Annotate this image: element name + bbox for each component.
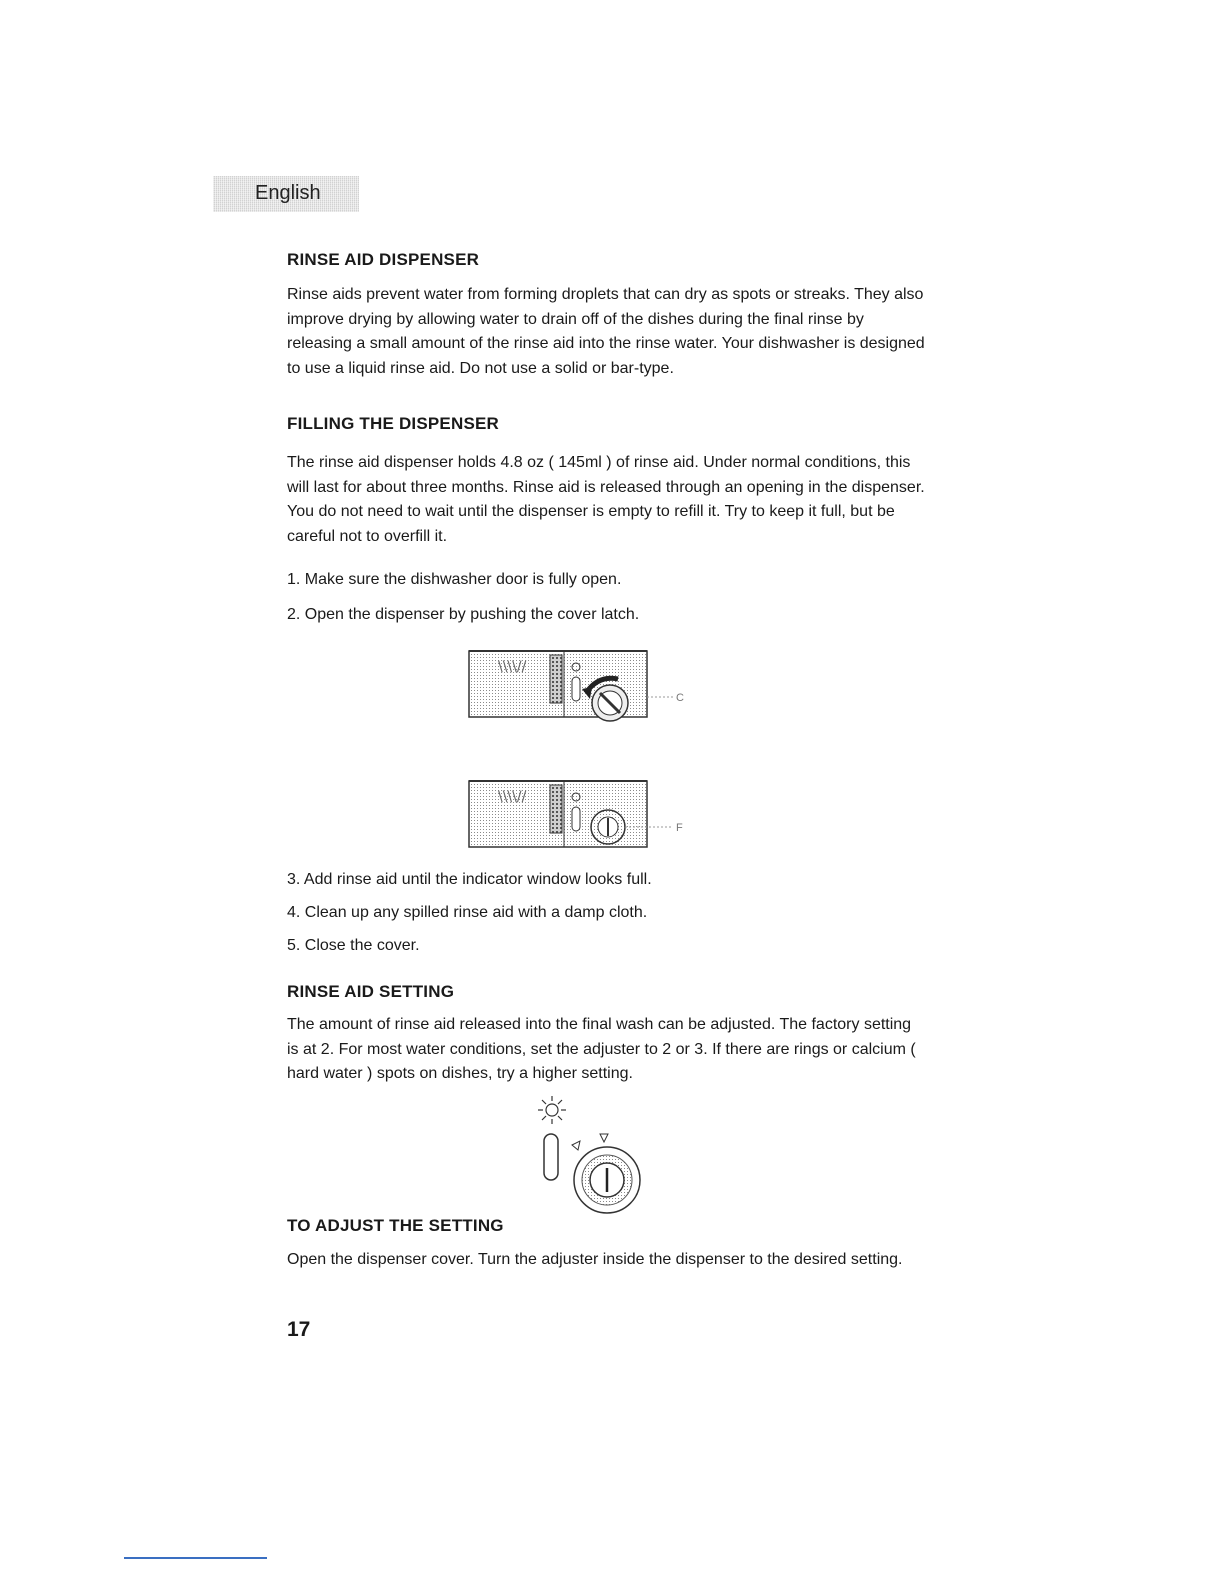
figure-label-c: C <box>676 692 684 704</box>
svg-text:\\\\//: \\\\// <box>498 659 527 675</box>
paragraph-rinse-aid-setting: The amount of rinse aid released into the final wash can be adjusted. The factory setting is at 2. For most water conditions, set the adjuster to 2 or 3. If there are rings or calcium ( hard water ) spots on dishes, try a higher setting. <box>287 1016 916 1082</box>
page-number: 17 <box>287 1318 311 1341</box>
heading-filling-dispenser: FILLING THE DISPENSER <box>287 414 499 433</box>
bottom-rule <box>124 1557 267 1559</box>
step-4: 4. Clean up any spilled rinse aid with a damp cloth. <box>287 904 648 921</box>
dispenser-closed-diagram <box>468 775 698 855</box>
step-2: 2. Open the dispenser by pushing the cover latch. <box>287 606 640 623</box>
paragraph-to-adjust-setting: Open the dispenser cover. Turn the adjuster inside the dispenser to the desired setting. <box>287 1251 903 1268</box>
dispenser-open-diagram <box>468 645 698 725</box>
figure-label-f: F <box>676 822 683 834</box>
language-tab <box>213 176 359 212</box>
heading-rinse-aid-dispenser: RINSE AID DISPENSER <box>287 250 480 269</box>
paragraph-filling-dispenser: The rinse aid dispenser holds 4.8 oz ( 145ml ) of rinse aid. Under normal conditions, this will last for about three months. Rinse aid is released through an opening in the dispenser. You do not need to wait until the dispenser is empty to refill it. Try to keep it full, but be careful not to overfill it. <box>287 454 925 545</box>
heading-rinse-aid-setting: RINSE AID SETTING <box>287 982 455 1001</box>
paragraph-rinse-aid-dispenser: Rinse aids prevent water from forming droplets that can dry as spots or streaks. They also improve drying by allowing water to drain off of the dishes during the final rinse by releasing a small amount of the rinse aid into the rinse water. Your dishwasher is designed to use a liquid rinse aid. Do not use a solid or bar-type. <box>287 286 925 377</box>
step-3: 3. Add rinse aid until the indicator window looks full. <box>287 871 652 888</box>
svg-text:\\\\//: \\\\// <box>498 789 527 805</box>
step-1: 1. Make sure the dishwasher door is fully open. <box>287 571 622 588</box>
language-tab-label: English <box>255 182 321 204</box>
rinse-aid-adjuster-diagram <box>528 1090 658 1220</box>
heading-to-adjust-setting: TO ADJUST THE SETTING <box>287 1216 504 1235</box>
step-5: 5. Close the cover. <box>287 937 420 954</box>
